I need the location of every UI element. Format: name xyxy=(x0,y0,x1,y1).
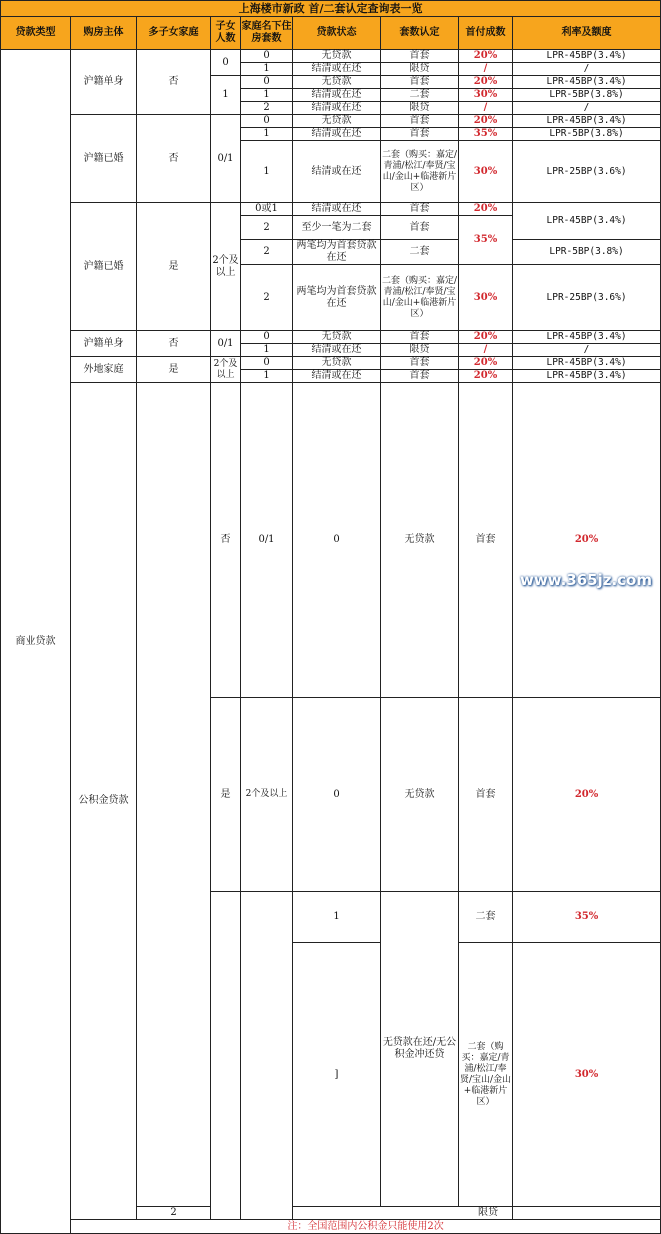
header-row xyxy=(1,17,661,50)
set-cell: 首套 xyxy=(459,383,513,698)
set-cell: 首套 xyxy=(381,216,459,240)
set-cell: 二套（购买：嘉定/青浦/松江/奉贤/宝山/金山+临港新片区） xyxy=(381,265,459,331)
set-cell: 二套 xyxy=(381,240,459,265)
set-cell: 首套 xyxy=(381,50,459,63)
pct-cell: / xyxy=(459,344,513,357)
multi-cell: 是 xyxy=(137,357,211,383)
kids-cell: 0/1 xyxy=(211,115,241,203)
pct-cell: / xyxy=(459,63,513,76)
set-cell: 限贷 xyxy=(381,344,459,357)
footnote: 注：全国范围内公积金只能使用2次 xyxy=(71,1220,661,1234)
kids-cell: 2个及以上 xyxy=(211,203,241,331)
houses-cell: 1 xyxy=(241,63,293,76)
houses-cell: 0 xyxy=(241,331,293,344)
rate-cell: / xyxy=(513,102,661,115)
pct-cell: 20% xyxy=(513,698,661,892)
houses-cell: 0或1 xyxy=(241,203,293,216)
loan-cell: 至少一笔为二套 xyxy=(293,216,381,240)
loan-cell: 结清或在还 xyxy=(293,141,381,203)
houses-cell: 1 xyxy=(293,892,381,943)
rate-cell: LPR-45BP(3.4%) xyxy=(513,357,661,370)
header-set: 套数认定 xyxy=(381,17,459,50)
houses-cell: 1 xyxy=(241,370,293,383)
multi-cell: 是 xyxy=(211,698,241,892)
header-houses: 家庭名下住房套数 xyxy=(241,17,293,50)
multi-cell-empty xyxy=(211,892,241,1220)
kids-cell: 0/1 xyxy=(211,331,241,357)
kids-cell-empty xyxy=(241,892,293,1220)
watermark: www.365jz.com xyxy=(519,571,652,589)
houses-cell: 0 xyxy=(241,76,293,89)
set-cell: 二套（购买：嘉定/青浦/松江/奉贤/宝山/金山+临港新片区） xyxy=(459,943,513,1207)
header-loan-status: 贷款状态 xyxy=(293,17,381,50)
pct-cell: 20% xyxy=(459,203,513,216)
houses-cell: 0 xyxy=(293,698,381,892)
rate-cell: LPR-45BP(3.4%) xyxy=(513,50,661,63)
cat-commercial: 商业贷款 xyxy=(1,50,71,1234)
subject-cell: 沪籍单身 xyxy=(71,331,137,357)
rate-cell: / xyxy=(513,63,661,76)
pct-cell: 20% xyxy=(459,331,513,344)
set-cell: 二套（购买：嘉定/青浦/松江/奉贤/宝山/金山+临港新片区） xyxy=(381,141,459,203)
loan-cell: 无贷款 xyxy=(381,698,459,892)
houses-cell: 0 xyxy=(241,50,293,63)
pct-cell: / xyxy=(459,102,513,115)
set-cell: 首套 xyxy=(459,698,513,892)
rate-cell: LPR-45BP(3.4%) xyxy=(513,203,661,240)
pct-cell: 30% xyxy=(513,943,661,1207)
rate-cell: LPR-45BP(3.4%) xyxy=(513,76,661,89)
header-rate: 利率及额度 xyxy=(513,17,661,50)
pct-cell: 20% xyxy=(459,50,513,63)
subject-cell: 沪籍已婚 xyxy=(71,203,137,331)
pct-cell: 20% xyxy=(459,115,513,128)
rate-cell-empty xyxy=(513,1207,661,1220)
header-down-payment: 首付成数 xyxy=(459,17,513,50)
loan-cell: 无贷款 xyxy=(293,115,381,128)
loan-cell: 无贷款 xyxy=(293,76,381,89)
houses-cell: 2 xyxy=(241,216,293,240)
rate-cell: LPR-5BP(3.8%) xyxy=(513,128,661,141)
loan-cell: 无贷款在还/无公积金冲还贷 xyxy=(381,892,459,1207)
loan-cell: 无贷款 xyxy=(293,50,381,63)
kids-cell: 2个及以上 xyxy=(211,357,241,383)
multi-cell: 否 xyxy=(137,115,211,203)
multi-cell: 否 xyxy=(137,50,211,115)
set-cell: 限贷 xyxy=(381,102,459,115)
header-buyer: 购房主体 xyxy=(71,17,137,50)
subject-cell: 沪籍已婚 xyxy=(71,115,137,203)
houses-cell: 1 xyxy=(241,141,293,203)
set-cell: 首套 xyxy=(381,357,459,370)
rate-cell: LPR-5BP(3.8%) xyxy=(513,89,661,102)
rate-cell: LPR-25BP(3.6%) xyxy=(513,141,661,203)
rate-cell: / xyxy=(513,344,661,357)
rate-cell: LPR-5BP(3.8%) xyxy=(513,240,661,265)
loan-cell: 结清或在还 xyxy=(293,89,381,102)
loan-cell: 两笔均为首套贷款在还 xyxy=(293,265,381,331)
houses-cell: 0 xyxy=(241,357,293,370)
set-cell: 首套 xyxy=(381,115,459,128)
pct-cell: 35% xyxy=(513,892,661,943)
loan-cell: 结清或在还 xyxy=(293,370,381,383)
set-cell: 二套 xyxy=(459,892,513,943)
houses-cell: 2 xyxy=(241,265,293,331)
set-cell: 限贷 xyxy=(293,1207,513,1220)
loan-cell: 无贷款 xyxy=(293,331,381,344)
loan-cell: 结清或在还 xyxy=(293,203,381,216)
houses-cell: 1 xyxy=(241,89,293,102)
multi-cell: 否 xyxy=(211,383,241,698)
houses-cell: 1 xyxy=(241,344,293,357)
loan-cell: 结清或在还 xyxy=(293,63,381,76)
header-children: 子女人数 xyxy=(211,17,241,50)
houses-cell: ] xyxy=(293,943,381,1207)
set-cell: 首套 xyxy=(381,76,459,89)
set-cell: 首套 xyxy=(381,370,459,383)
table-title: 上海楼市新政 首/二套认定查询表一览 xyxy=(1,1,661,17)
loan-cell: 结清或在还 xyxy=(293,344,381,357)
houses-cell: 0 xyxy=(241,115,293,128)
set-cell: 首套 xyxy=(381,331,459,344)
header-loan-type: 贷款类型 xyxy=(1,17,71,50)
pct-cell: 35% xyxy=(459,216,513,265)
rate-cell: LPR-25BP(3.6%) xyxy=(513,265,661,331)
pct-cell: 30% xyxy=(459,89,513,102)
houses-cell: 2 xyxy=(137,1207,211,1220)
rate-cell: LPR-45BP(3.4%) xyxy=(513,331,661,344)
houses-cell: 2 xyxy=(241,102,293,115)
set-cell: 限贷 xyxy=(381,63,459,76)
multi-cell: 是 xyxy=(137,203,211,331)
set-cell: 二套 xyxy=(381,89,459,102)
loan-cell: 两笔均为首套贷款在还 xyxy=(293,240,381,265)
loan-cell: 结清或在还 xyxy=(293,102,381,115)
rate-cell: LPR-45BP(3.4%) xyxy=(513,115,661,128)
pct-cell: 35% xyxy=(459,128,513,141)
kids-cell: 1 xyxy=(211,76,241,115)
multi-cell: 否 xyxy=(137,331,211,357)
pct-cell: 20% xyxy=(459,76,513,89)
loan-cell: 无贷款 xyxy=(381,383,459,698)
houses-cell: 1 xyxy=(241,128,293,141)
kids-cell: 0/1 xyxy=(241,383,293,698)
pct-cell: 20% xyxy=(459,357,513,370)
pct-cell: 20% xyxy=(513,383,661,698)
rate-cell: LPR-45BP(3.4%) xyxy=(513,370,661,383)
subject-cell: 外地家庭 xyxy=(71,357,137,383)
subject-cell-empty xyxy=(137,383,211,1207)
set-cell: 首套 xyxy=(381,203,459,216)
kids-cell: 0 xyxy=(211,50,241,76)
loan-cell: 无贷款 xyxy=(293,357,381,370)
loan-cell: 结清或在还 xyxy=(293,128,381,141)
header-multi-child: 多子女家庭 xyxy=(137,17,211,50)
pct-cell: 30% xyxy=(459,265,513,331)
subject-cell: 沪籍单身 xyxy=(71,50,137,115)
houses-cell: 0 xyxy=(293,383,381,698)
set-cell: 首套 xyxy=(381,128,459,141)
houses-cell: 2 xyxy=(241,240,293,265)
pct-cell: 20% xyxy=(459,370,513,383)
cat-fund: 公积金贷款 xyxy=(71,383,137,1220)
pct-cell: 30% xyxy=(459,141,513,203)
kids-cell: 2个及以上 xyxy=(241,698,293,892)
